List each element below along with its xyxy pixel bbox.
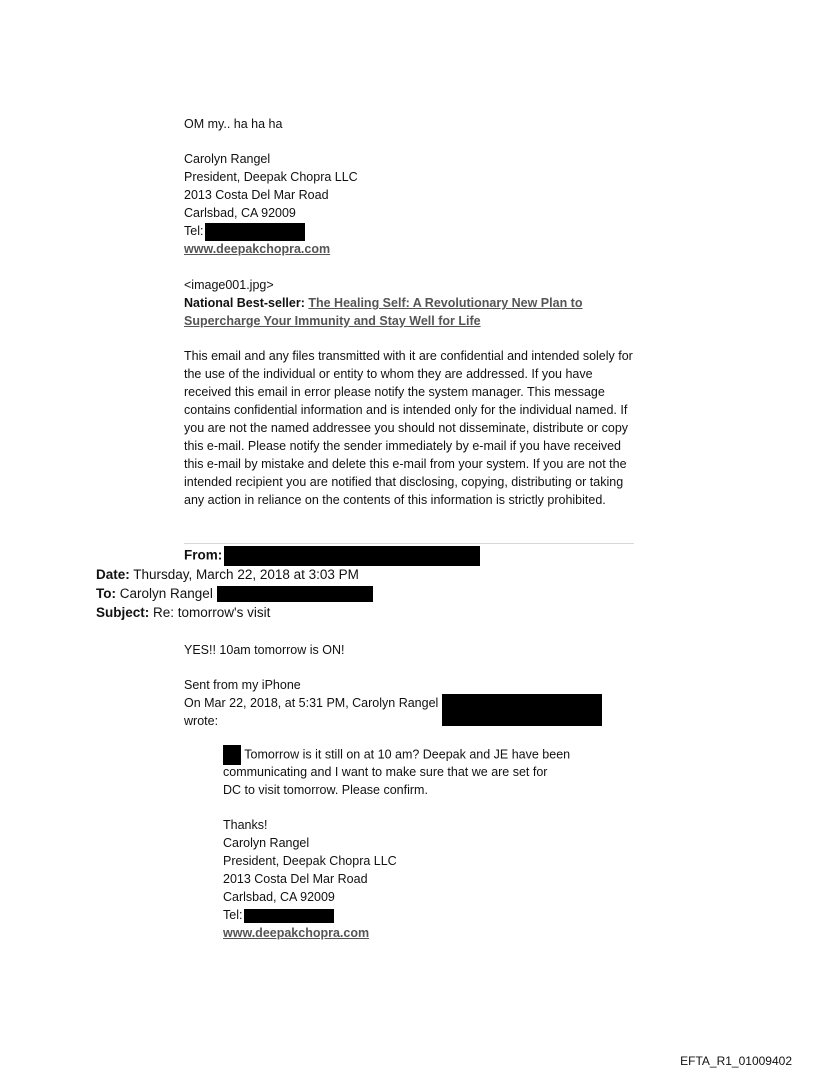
signature-tel	[184, 222, 305, 241]
message-body: YES!! 10am tomorrow is ON!	[184, 643, 345, 657]
book-title-link-line2[interactable]: Supercharge Your Immunity and Stay Well for Life	[184, 314, 481, 328]
signature-website-row	[184, 240, 330, 258]
signature-address2: Carlsbad, CA 92009	[184, 206, 296, 220]
quoted-thanks: Thanks!	[223, 818, 268, 832]
redaction-block	[442, 694, 602, 726]
signature-tel-label: Tel:	[184, 224, 204, 238]
from-label: From:	[184, 547, 223, 563]
quoted-website-row	[223, 924, 369, 942]
redaction-block	[223, 745, 241, 765]
quote-intro-text: On Mar 22, 2018, at 5:31 PM, Carolyn Rangel	[184, 696, 439, 710]
quoted-tel-label: Tel:	[223, 908, 243, 922]
confidentiality-disclaimer: This email and any files transmitted with it are confidential and intended solely for the use of the individual or entity to whom they are addressed. If you have received this email in error please notify the system manager. This message contains confidential information and is intended only for the individual named. If you are not the named addressee you should not disseminate, distribute or copy this e-mail. Please notify the sender immediately by e-mail if you have received this e-mail by mistake and delete this e-mail from your system. If you are not the intended recipient you are notified that disclosing, copying, distributing or taking any action in reliance on the contents of this information is strictly prohibited.	[184, 349, 633, 507]
quoted-line2: communicating and I want to make sure that we are set for	[223, 765, 548, 779]
to-value: Carolyn Rangel	[119, 586, 213, 601]
message-divider	[184, 543, 634, 544]
quoted-signature-address2: Carlsbad, CA 92009	[223, 890, 335, 904]
bestseller-label: National Best-seller:	[184, 296, 305, 310]
date-value: Thursday, March 22, 2018 at 3:03 PM	[133, 567, 359, 582]
redaction-block	[224, 546, 480, 566]
subject-value: Re: tomorrow's visit	[153, 605, 271, 620]
redaction-block	[217, 586, 373, 602]
quote-intro	[184, 694, 602, 726]
reply-opening: OM my.. ha ha ha	[184, 117, 283, 131]
bestseller-row	[184, 294, 582, 312]
signature-name: Carolyn Rangel	[184, 152, 271, 166]
header-subject	[96, 604, 270, 622]
header-from	[184, 546, 480, 566]
subject-label: Subject:	[96, 605, 150, 620]
signature-website-link[interactable]: www.deepakchopra.com	[184, 242, 331, 256]
document-id: EFTA_R1_01009402	[680, 1054, 792, 1068]
quote-wrote: wrote:	[184, 714, 219, 728]
redaction-block	[244, 909, 334, 923]
quoted-signature-address1: 2013 Costa Del Mar Road	[223, 872, 368, 886]
date-label: Date:	[96, 567, 130, 582]
image-placeholder: <image001.jpg>	[184, 278, 274, 292]
quoted-website-link[interactable]: www.deepakchopra.com	[223, 926, 370, 940]
redaction-block	[205, 223, 305, 241]
quoted-line1-text: Tomorrow is it still on at 10 am? Deepak and JE have been	[241, 747, 571, 762]
to-label: To:	[96, 586, 116, 601]
quoted-signature-tel	[223, 906, 334, 924]
quoted-signature-title: President, Deepak Chopra LLC	[223, 854, 397, 868]
book-title-link-line1[interactable]: The Healing Self: A Revolutionary New Plan to	[308, 296, 583, 310]
quoted-signature-name: Carolyn Rangel	[223, 836, 310, 850]
header-date	[96, 566, 359, 584]
sent-from: Sent from my iPhone	[184, 678, 301, 692]
signature-title: President, Deepak Chopra LLC	[184, 170, 358, 184]
quoted-line3: DC to visit tomorrow. Please confirm.	[223, 783, 428, 797]
header-to	[96, 585, 373, 603]
book-title-row2	[184, 312, 481, 330]
quoted-line1	[223, 745, 570, 765]
signature-address1: 2013 Costa Del Mar Road	[184, 188, 329, 202]
